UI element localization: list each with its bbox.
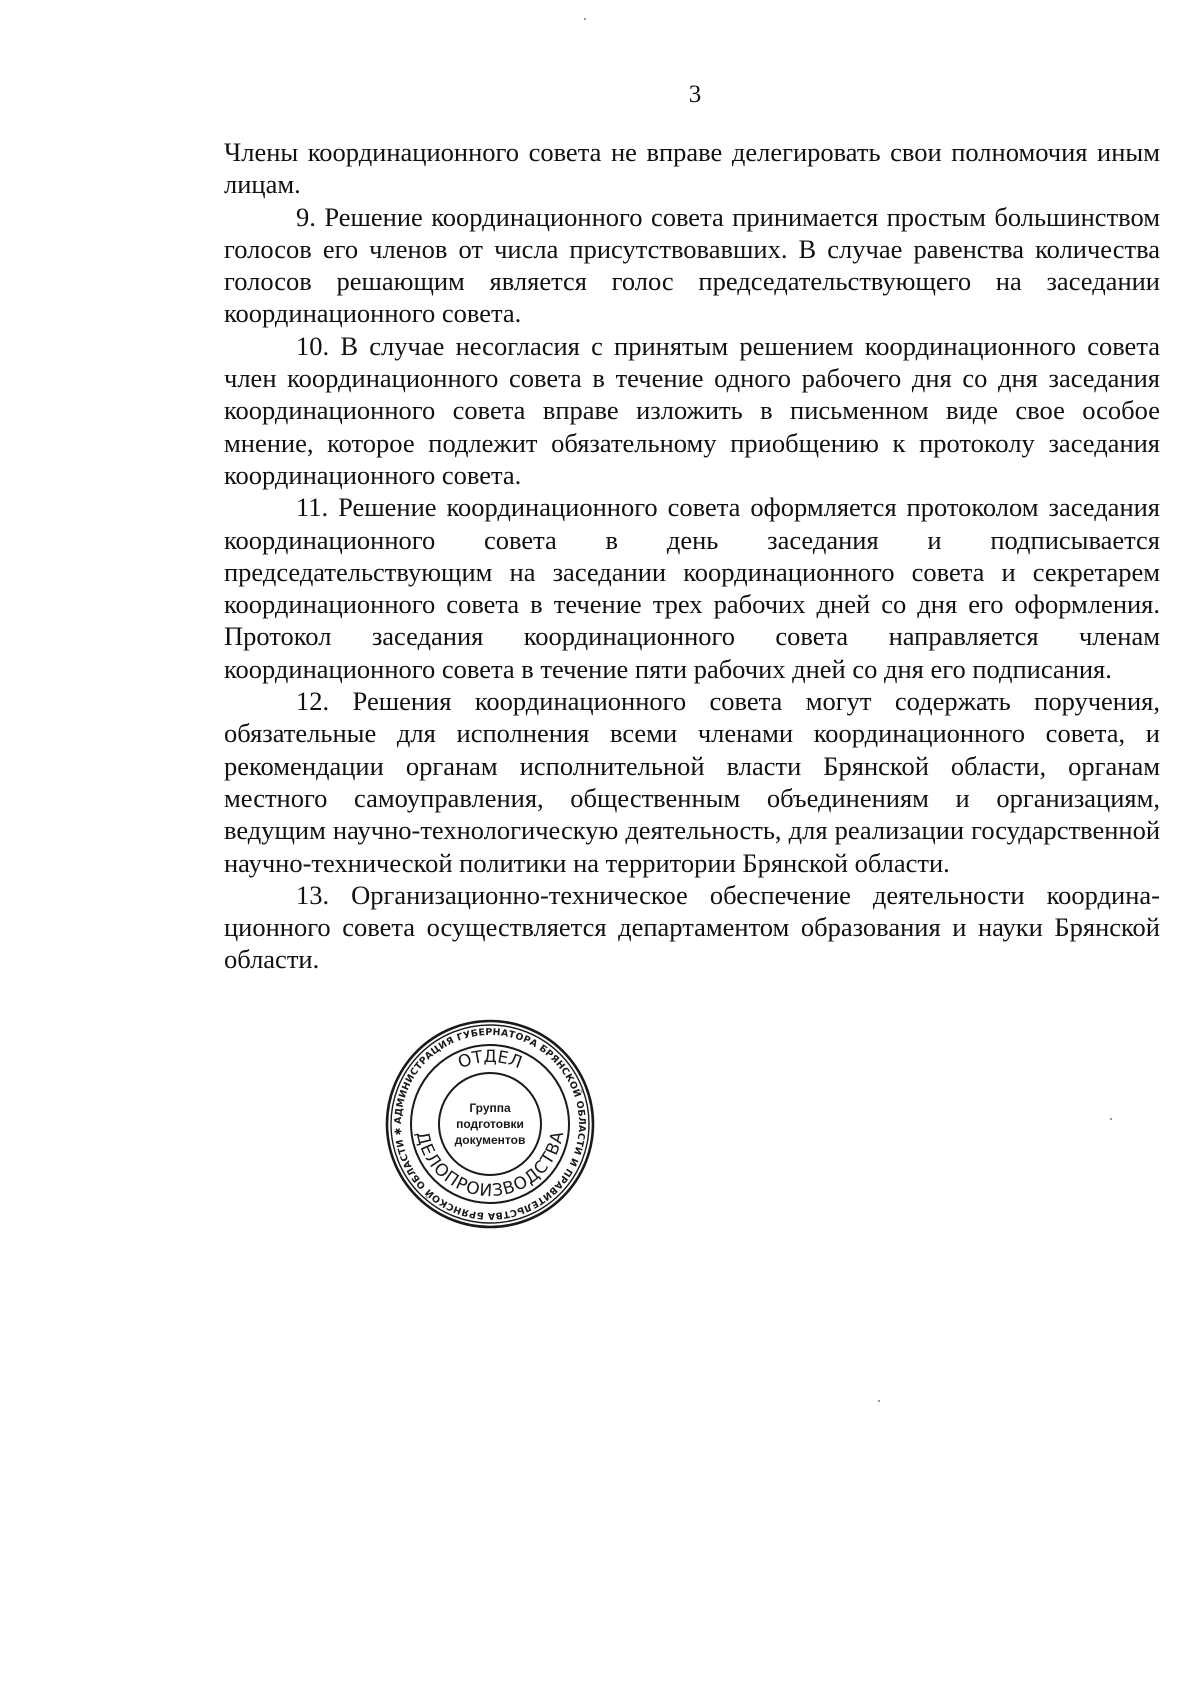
scan-speck (1110, 1118, 1112, 1120)
stamp-top-word-path: ОТДЕЛ (455, 1046, 525, 1074)
paragraph-members: Члены координационного совета не вправе делегировать свои полномочия иным лицам. (224, 137, 1160, 200)
paragraph-11: 11. Решение координационного совета оформляется протоколом заседания координационного совета в день заседания и подписывается председательствующим на заседании координационного совета и секретарем координационного совета в течение трех рабочих дней со дня его оформления. Протокол заседания координационного совета направляется членам координационного совета в течение пяти рабочих дней со дня его подписания. (224, 492, 1160, 684)
stamp-seal-icon (384, 1018, 596, 1230)
stamp-ring-words-path: ДЕЛОПРОИЗВОДСТВА (411, 1129, 569, 1202)
scan-speck (584, 18, 586, 20)
page-number: 3 (688, 81, 702, 108)
paragraph-12: 12. Решения координационного совета могут содержать поручения, обязательные для исполнения всеми членами координационного совета, и рекомендации органам исполнительной власти Брянской области, органам местного самоуправления, общественным объединениям и организациям, ведущим научно-технологическую деятельность, для реализации государственной научно-технической политики на территории Брянской области. (224, 686, 1160, 878)
stamp-center-line-3: документов (454, 1133, 526, 1147)
stamp-center-line-1: Группа (469, 1101, 511, 1115)
official-stamp (384, 1018, 596, 1230)
stamp-outer-textpath: АДМИНИСТРАЦИЯ ГУБЕРНАТОРА БРЯНСКОЙ ОБЛАСТИ И ПРАВИТЕЛЬСТВА БРЯНСКОЙ ОБЛАСТИ ✱ (392, 1026, 588, 1222)
document-body (224, 136, 1160, 976)
stamp-center-line-2: подготовки (456, 1117, 524, 1131)
stamp-top-word (455, 1047, 524, 1073)
paragraph-13: 13. Организационно-техническое обеспечение деятельности координационного совета осуществляется департаментом образования и науки Брянской области. (224, 879, 1160, 975)
scan-speck (878, 1400, 880, 1402)
paragraph-10: 10. В случае несогласия с принятым решением координационного совета член координационного совета в течение одного рабочего дня со дня заседания координационного совета вправе изложить в письменном виде свое особое мнение, которое подлежит обязательному приобщению к протоколу заседания координационного совета. (224, 330, 1160, 490)
paragraph-9: 9. Решение координационного совета принимается простым большинством голосов его членов от числа присутствовавших. В случае равенства количества голосов решающим является голос председательствующего на заседании координационного совета. (224, 201, 1160, 329)
